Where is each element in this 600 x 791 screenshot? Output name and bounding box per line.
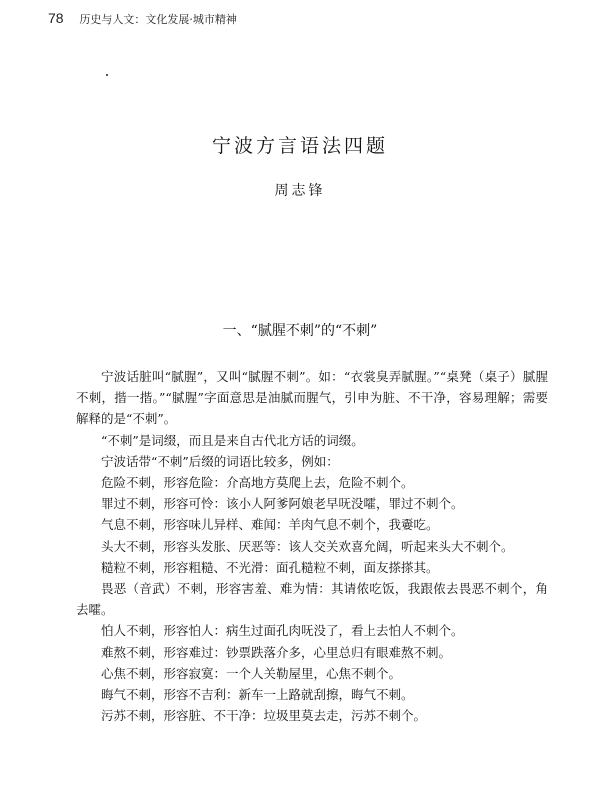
- paragraph: 罪过不刺，形容可怜：该小人阿爹阿娘老早呒没嚯，罪过不刺个。: [101, 496, 464, 512]
- article-author: 周志锋: [274, 183, 326, 199]
- scan-speck: [106, 74, 108, 76]
- paragraph: 难熬不刺，形容难过：钞票跌落介多，心里总归有眼难熬不刺。: [101, 644, 452, 660]
- paragraph: 宁波话脏叫“腻腥”，又叫“腻腥不刺”。如：“衣裳臭弄腻腥。”“桌凳（桌子）腻腥不刺，揩一揩。”“腻腥”字面意思是油腻而腥气，引申为脏、不干净，容易理解；需要解释的是“不刺”。: [76, 369, 548, 427]
- article-title: 宁波方言语法四题: [211, 135, 388, 157]
- article-body: [76, 366, 548, 726]
- paragraph: 危险不刺，形容危险：介高地方莫爬上去，危险不刺个。: [101, 475, 414, 491]
- paragraph: 晦气不刺，形容不吉利：新车一上路就刮擦，晦气不刺。: [101, 687, 414, 703]
- paragraph: 怕人不刺，形容怕人：病生过面孔肉呒没了，看上去怕人不刺个。: [101, 623, 464, 639]
- paragraph: 宁波话带“不刺”后缀的词语比较多，例如：: [101, 453, 339, 469]
- paragraph: 头大不刺，形容头发胀、厌恶等：该人交关欢喜允阔，听起来头大不刺个。: [101, 538, 514, 554]
- page-header: [48, 10, 237, 27]
- paragraph: 心焦不刺，形容寂寞：一个人关勒屋里，心焦不刺个。: [101, 665, 402, 681]
- section-heading: 一、“腻腥不刺”的“不刺”: [222, 323, 378, 339]
- page-number: 78: [48, 10, 64, 26]
- paragraph: 畏恶（音武）不刺，形容害羞、难为情：其请侬吃饭，我跟侬去畏恶不刺个，角去嚯。: [76, 581, 548, 618]
- paragraph: 气息不刺，形容味儿异样、难闻：羊肉气息不刺个，我嫑吃。: [101, 517, 439, 533]
- running-title: 历史与人文：文化发展·城市精神: [79, 13, 237, 26]
- paragraph: 糙粒不刺，形容粗糙、不光滑：面孔糙粒不刺，面友搽搽其。: [101, 559, 439, 575]
- paragraph: “不刺”是词缀，而且是来自古代北方话的词缀。: [101, 432, 364, 448]
- paragraph: 污苏不刺，形容脏、不干净：垃圾里莫去走，污苏不刺个。: [101, 708, 427, 724]
